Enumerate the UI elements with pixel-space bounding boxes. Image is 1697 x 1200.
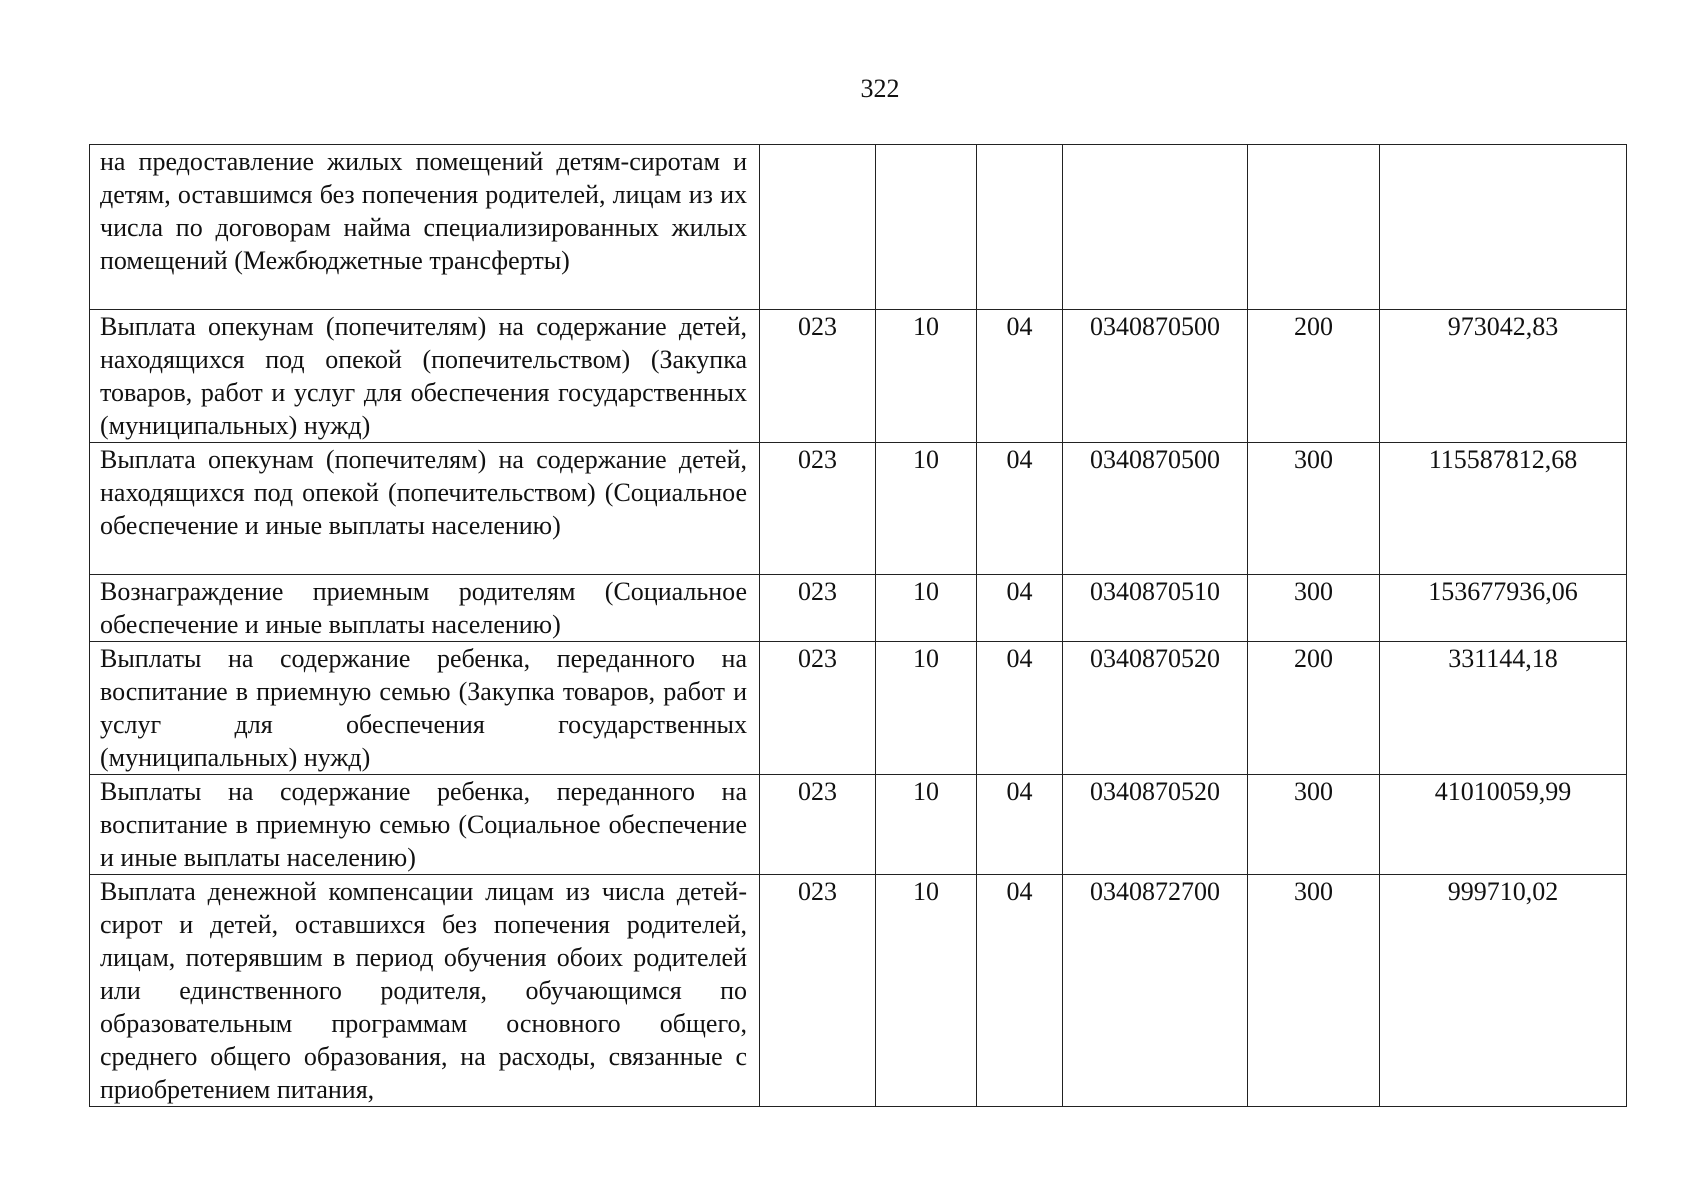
expense-type-cell: 200 [1248, 310, 1380, 443]
section-code-cell: 10 [876, 775, 977, 875]
target-code-cell: 0340870510 [1063, 575, 1248, 642]
target-code-cell: 0340870500 [1063, 310, 1248, 443]
description-cell: Выплаты на содержание ребенка, переданного на воспитание в приемную семью (Закупка товаров, работ и услуг для обеспечения государственных (муниципальных) нужд) [90, 642, 760, 775]
ministry-code-cell: 023 [760, 875, 876, 1107]
amount-cell: 153677936,06 [1380, 575, 1627, 642]
table-row [90, 575, 1627, 642]
ministry-code-cell: 023 [760, 443, 876, 575]
ministry-code-cell [760, 145, 876, 310]
section-code-cell: 10 [876, 443, 977, 575]
budget-table [89, 144, 1627, 1107]
ministry-code-cell: 023 [760, 642, 876, 775]
expense-type-cell [1248, 145, 1380, 310]
ministry-code-cell: 023 [760, 310, 876, 443]
subsection-code-cell: 04 [977, 443, 1063, 575]
section-code-cell: 10 [876, 642, 977, 775]
expense-type-cell: 300 [1248, 775, 1380, 875]
subsection-code-cell: 04 [977, 642, 1063, 775]
ministry-code-cell: 023 [760, 575, 876, 642]
subsection-code-cell: 04 [977, 875, 1063, 1107]
subsection-code-cell: 04 [977, 575, 1063, 642]
table-row [90, 145, 1627, 310]
expense-type-cell: 300 [1248, 875, 1380, 1107]
section-code-cell: 10 [876, 575, 977, 642]
amount-cell: 999710,02 [1380, 875, 1627, 1107]
section-code-cell: 10 [876, 875, 977, 1107]
amount-cell [1380, 145, 1627, 310]
description-cell: Выплаты на содержание ребенка, переданного на воспитание в приемную семью (Социальное обеспечение и иные выплаты населению) [90, 775, 760, 875]
target-code-cell [1063, 145, 1248, 310]
subsection-code-cell: 04 [977, 310, 1063, 443]
table-row [90, 775, 1627, 875]
target-code-cell: 0340870520 [1063, 775, 1248, 875]
table-row [90, 310, 1627, 443]
description-cell: на предоставление жилых помещений детям-сиротам и детям, оставшимся без попечения родителей, лицам из их числа по договорам найма специализированных жилых помещений (Межбюджетные трансферты) [90, 145, 760, 310]
page-number: 322 [860, 74, 900, 103]
section-code-cell: 10 [876, 310, 977, 443]
table-row [90, 642, 1627, 775]
ministry-code-cell: 023 [760, 775, 876, 875]
description-cell: Выплата опекунам (попечителям) на содержание детей, находящихся под опекой (попечительством) (Закупка товаров, работ и услуг для обеспечения государственных (муниципальных) нужд) [90, 310, 760, 443]
table-row [90, 875, 1627, 1107]
target-code-cell: 0340872700 [1063, 875, 1248, 1107]
amount-cell: 115587812,68 [1380, 443, 1627, 575]
subsection-code-cell: 04 [977, 775, 1063, 875]
table-row [90, 443, 1627, 575]
amount-cell: 41010059,99 [1380, 775, 1627, 875]
expense-type-cell: 300 [1248, 443, 1380, 575]
description-cell: Выплата денежной компенсации лицам из числа детей-сирот и детей, оставшихся без попечения родителей, лицам, потерявшим в период обучения обоих родителей или единственного родителя, обучающимся по образовательным программам основного общего, среднего общего образования, на расходы, связанные с приобретением питания, [90, 875, 760, 1107]
subsection-code-cell [977, 145, 1063, 310]
target-code-cell: 0340870520 [1063, 642, 1248, 775]
amount-cell: 973042,83 [1380, 310, 1627, 443]
expense-type-cell: 300 [1248, 575, 1380, 642]
description-cell: Вознаграждение приемным родителям (Социальное обеспечение и иные выплаты населению) [90, 575, 760, 642]
amount-cell: 331144,18 [1380, 642, 1627, 775]
section-code-cell [876, 145, 977, 310]
description-cell: Выплата опекунам (попечителям) на содержание детей, находящихся под опекой (попечительством) (Социальное обеспечение и иные выплаты населению) [90, 443, 760, 575]
expense-type-cell: 200 [1248, 642, 1380, 775]
target-code-cell: 0340870500 [1063, 443, 1248, 575]
